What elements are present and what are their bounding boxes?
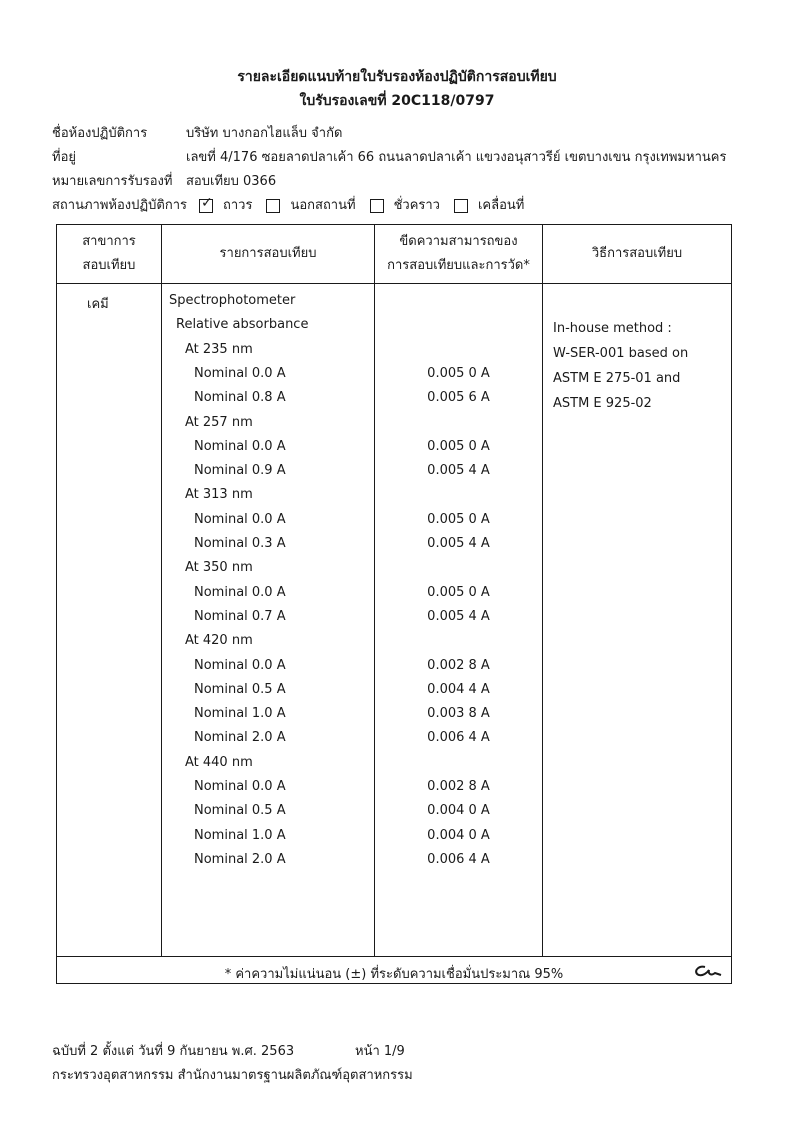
header-method: วิธีการสอบเทียบ (591, 246, 683, 261)
status-option-mobile: เคลื่อนที่ (454, 194, 524, 215)
address-label: ที่อยู่ (52, 150, 76, 165)
table-row-cmc: 0.005 4 A (427, 536, 490, 551)
table-row-item: At 440 nm (185, 754, 253, 770)
accreditation-label: หมายเลขการรับรองที่ (52, 174, 173, 189)
table-row-item: Nominal 1.0 A (194, 827, 286, 843)
address: เลขที่ 4/176 ซอยลาดปลาเค้า 66 ถนนลาดปลาเค้า แขวงอนุสาวรีย์ เขตบางเขน กรุงเทพมหานคร (186, 150, 727, 165)
table-row-item: Relative absorbance (176, 317, 309, 333)
table-row-item: Nominal 0.9 A (194, 463, 286, 479)
table-row-item: Nominal 0.0 A (194, 657, 286, 673)
header-items: รายการสอบเทียบ (219, 246, 317, 261)
table-row-cmc: 0.005 0 A (427, 365, 490, 381)
column-divider (161, 225, 162, 956)
table-row-item: Nominal 2.0 A (194, 851, 286, 867)
table-row-item: Nominal 0.0 A (194, 365, 286, 381)
checkbox-icon (370, 199, 384, 213)
method-line: ASTM E 275-01 and (553, 371, 681, 386)
table-row-cmc: 0.004 0 A (427, 803, 490, 819)
table-row-cmc: 0.006 4 A (427, 730, 490, 746)
header-field: สาขาการ สอบเทียบ (82, 234, 136, 273)
table-row-item: Nominal 0.8 A (194, 390, 286, 406)
table-row-item: Nominal 0.3 A (194, 536, 286, 551)
table-row-item: At 313 nm (185, 487, 253, 503)
table-row-cmc: 0.003 8 A (427, 706, 490, 722)
footnote: * ค่าความไม่แน่นอน (±) ที่ระดับความเชื่อมั่นประมาณ 95% (224, 967, 564, 982)
footnote-divider (57, 956, 731, 957)
table-row-item: Nominal 0.7 A (194, 608, 286, 624)
table-row-cmc: 0.004 0 A (427, 827, 490, 843)
table-row-cmc: 0.005 4 A (427, 608, 490, 624)
lab-name-label: ชื่อห้องปฏิบัติการ (52, 126, 148, 141)
header-cmc: ขีดความสามารถของ การสอบเทียบและการวัด* (387, 234, 530, 273)
table-row-cmc: 0.005 6 A (427, 390, 490, 406)
table-row-cmc: 0.006 4 A (427, 851, 490, 867)
table-row-cmc: 0.005 4 A (427, 463, 490, 479)
issue-date: ฉบับที่ 2 ตั้งแต่ วันที่ 9 กันยายน พ.ศ. 2563 (52, 1044, 295, 1059)
certificate-number: ใบรับรองเลขที่ 20C118/0797 (299, 93, 495, 109)
page-number: หน้า 1/9 (355, 1044, 405, 1059)
table-row-item: Nominal 1.0 A (194, 706, 286, 722)
method-line: ASTM E 925-02 (553, 396, 652, 411)
status-option-permanent: ✓ ถาวร (199, 194, 252, 215)
accreditation-number: สอบเทียบ 0366 (186, 174, 277, 189)
scope-table (56, 224, 732, 984)
table-row-cmc: 0.004 4 A (427, 681, 490, 697)
lab-status-row (52, 194, 538, 215)
status-label: สถานภาพห้องปฏิบัติการ (52, 198, 187, 213)
ministry-name: กระทรวงอุตสาหกรรม สำนักงานมาตรฐานผลิตภัณฑ์อุตสาหกรรม (52, 1068, 413, 1083)
header-divider (57, 283, 731, 284)
table-row-item: Nominal 0.0 A (194, 511, 286, 527)
checkbox-icon (266, 199, 280, 213)
table-row-item: Nominal 2.0 A (194, 730, 286, 746)
table-row-item: Nominal 0.0 A (194, 438, 286, 454)
method-line: W-SER-001 based on (553, 346, 689, 361)
table-row-cmc: 0.002 8 A (427, 779, 490, 794)
column-divider (542, 225, 543, 956)
table-row-cmc: 0.005 0 A (427, 438, 490, 454)
table-row-item: At 235 nm (185, 341, 253, 357)
table-row-item: Spectrophotometer (169, 293, 296, 308)
status-option-temporary: ชั่วคราว (370, 194, 440, 215)
table-row-item: At 350 nm (185, 560, 253, 576)
table-row-item: At 257 nm (185, 414, 253, 430)
signature-mark (691, 961, 725, 981)
table-row-cmc: 0.005 0 A (427, 584, 490, 600)
checked-checkbox-icon (199, 199, 213, 213)
status-option-offsite: นอกสถานที่ (266, 194, 355, 215)
document-title: รายละเอียดแนบท้ายใบรับรองห้องปฏิบัติการสอบเทียบ (237, 69, 557, 85)
lab-name: บริษัท บางกอกไฮแล็บ จำกัด (186, 126, 343, 141)
table-row-item: Nominal 0.5 A (194, 681, 286, 697)
field-cell: เคมี (87, 297, 109, 312)
table-row-cmc: 0.005 0 A (427, 511, 490, 527)
table-row-item: Nominal 0.0 A (194, 779, 286, 794)
checkbox-icon (454, 199, 468, 213)
table-row-item: Nominal 0.0 A (194, 584, 286, 600)
table-row-cmc: 0.002 8 A (427, 657, 490, 673)
table-row-item: At 420 nm (185, 633, 253, 649)
table-row-item: Nominal 0.5 A (194, 803, 286, 819)
method-line: In-house method : (553, 321, 672, 336)
